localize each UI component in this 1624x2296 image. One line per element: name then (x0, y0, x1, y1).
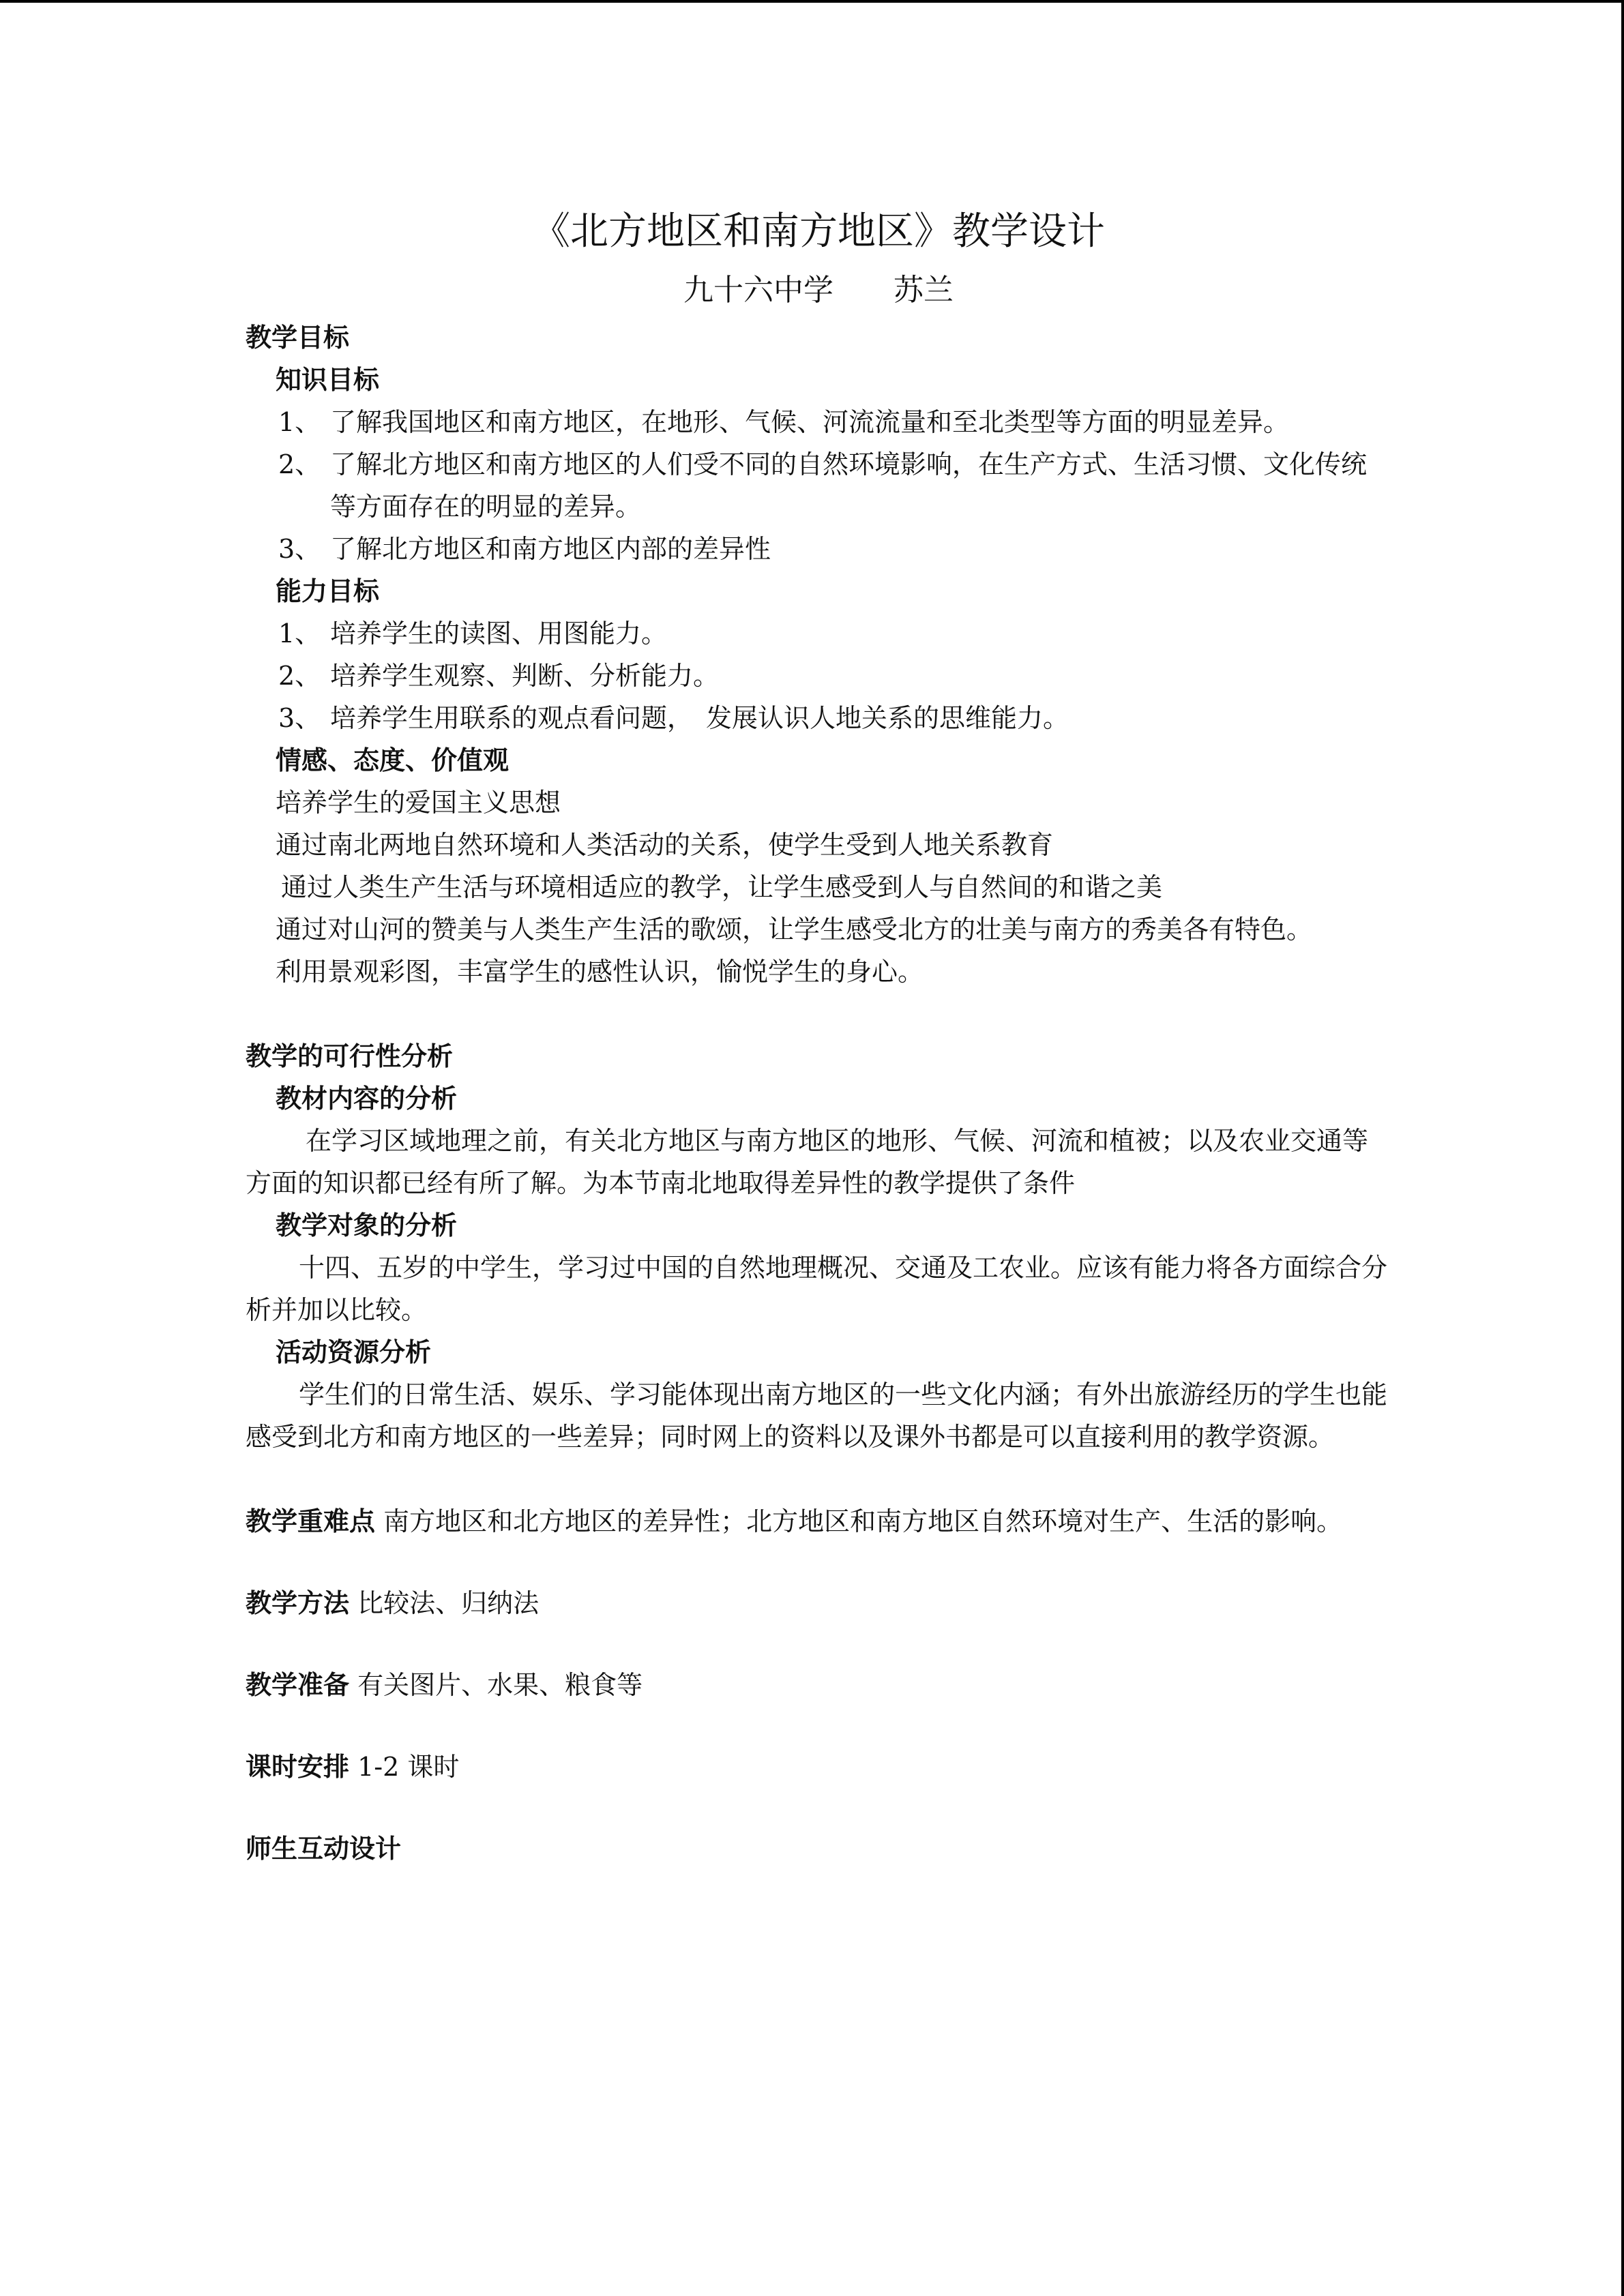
knowledge-objectives-heading: 知识目标 (276, 365, 380, 395)
schedule-label: 课时安排 (246, 1752, 350, 1782)
students-analysis-text: 十四、五岁的中学生，学习过中国的自然地理概况、交通及工农业。应该有能力将各方面综合分析并加以比较。 (246, 1253, 1388, 1325)
emotion-line: 通过南北两地自然环境和人类活动的关系，使学生受到人地关系教育 (276, 830, 1054, 860)
document-page (246, 205, 1391, 1870)
list-item-number: 2、 (278, 449, 321, 479)
feasibility-heading: 教学的可行性分析 (246, 1041, 454, 1071)
list-item (278, 443, 1391, 528)
list-item-number: 1、 (278, 407, 321, 437)
objectives-heading: 教学目标 (246, 323, 350, 353)
list-item (278, 528, 1391, 570)
emotion-line: 通过对山河的赞美与人类生产生活的歌颂，让学生感受北方的壮美与南方的秀美各有特色。 (276, 914, 1313, 944)
emotion-line: 培养学生的爱国主义思想 (276, 788, 561, 818)
right-border-line (1621, 0, 1624, 2296)
list-item (278, 655, 1391, 697)
key-points-paragraph (246, 1500, 1391, 1542)
list-item-text: 培养学生用联系的观点看问题， 发展认识人地关系的思维能力。 (330, 703, 1069, 733)
list-item-text: 培养学生观察、判断、分析能力。 (330, 661, 720, 691)
preparation-label: 教学准备 (246, 1670, 350, 1700)
schedule-paragraph (246, 1746, 1391, 1788)
preparation-paragraph (246, 1664, 1391, 1706)
schedule-text: 1-2 课时 (357, 1752, 460, 1782)
list-item-number: 1、 (278, 618, 321, 648)
list-item-number: 3、 (278, 534, 321, 564)
methods-label: 教学方法 (246, 1588, 350, 1618)
key-points-text: 南方地区和北方地区的差异性；北方地区和南方地区自然环境对生产、生活的影响。 (383, 1506, 1343, 1536)
emotion-objectives-heading: 情感、态度、价值观 (276, 745, 510, 775)
methods-paragraph (246, 1582, 1391, 1624)
author-line: 九十六中学 苏兰 (683, 273, 954, 308)
list-item (278, 697, 1391, 739)
list-item (278, 401, 1391, 443)
list-item-number: 2、 (278, 661, 321, 691)
list-item-text: 培养学生的读图、用图能力。 (330, 618, 668, 648)
ability-objectives-heading: 能力目标 (276, 576, 380, 606)
top-border-line (0, 0, 1624, 3)
students-analysis-heading: 教学对象的分析 (276, 1210, 458, 1240)
material-analysis-text: 在学习区域地理之前，有关北方地区与南方地区的地形、气候、河流和植被；以及农业交通等方面的知识都已经有所了解。为本节南北地取得差异性的教学提供了条件 (246, 1126, 1369, 1198)
emotion-line: 利用景观彩图，丰富学生的感性认识，愉悦学生的身心。 (276, 957, 924, 987)
emotion-line: 通过人类生产生活与环境相适应的教学，让学生感受到人与自然间的和谐之美 (281, 872, 1163, 902)
resources-analysis-heading: 活动资源分析 (276, 1337, 432, 1367)
document-title: 《北方地区和南方地区》教学设计 (532, 209, 1105, 254)
list-item-number: 3、 (278, 703, 321, 733)
interaction-design-heading: 师生互动设计 (246, 1834, 402, 1864)
preparation-text: 有关图片、水果、粮食等 (357, 1670, 643, 1700)
list-item-text: 了解北方地区和南方地区的人们受不同的自然环境影响，在生产方式、生活习惯、文化传统等方面存在的明显的差异。 (330, 449, 1368, 522)
methods-text: 比较法、归纳法 (357, 1588, 540, 1618)
key-points-label: 教学重难点 (246, 1506, 376, 1536)
list-item (278, 612, 1391, 655)
list-item-text: 了解北方地区和南方地区内部的差异性 (330, 534, 771, 564)
list-item-text: 了解我国地区和南方地区，在地形、气候、河流流量和至北类型等方面的明显差异。 (330, 407, 1290, 437)
resources-analysis-text: 学生们的日常生活、娱乐、学习能体现出南方地区的一些文化内涵；有外出旅游经历的学生也能感受到北方和南方地区的一些差异；同时网上的资料以及课外书都是可以直接利用的教学资源。 (246, 1380, 1388, 1452)
material-analysis-heading: 教材内容的分析 (276, 1084, 458, 1114)
